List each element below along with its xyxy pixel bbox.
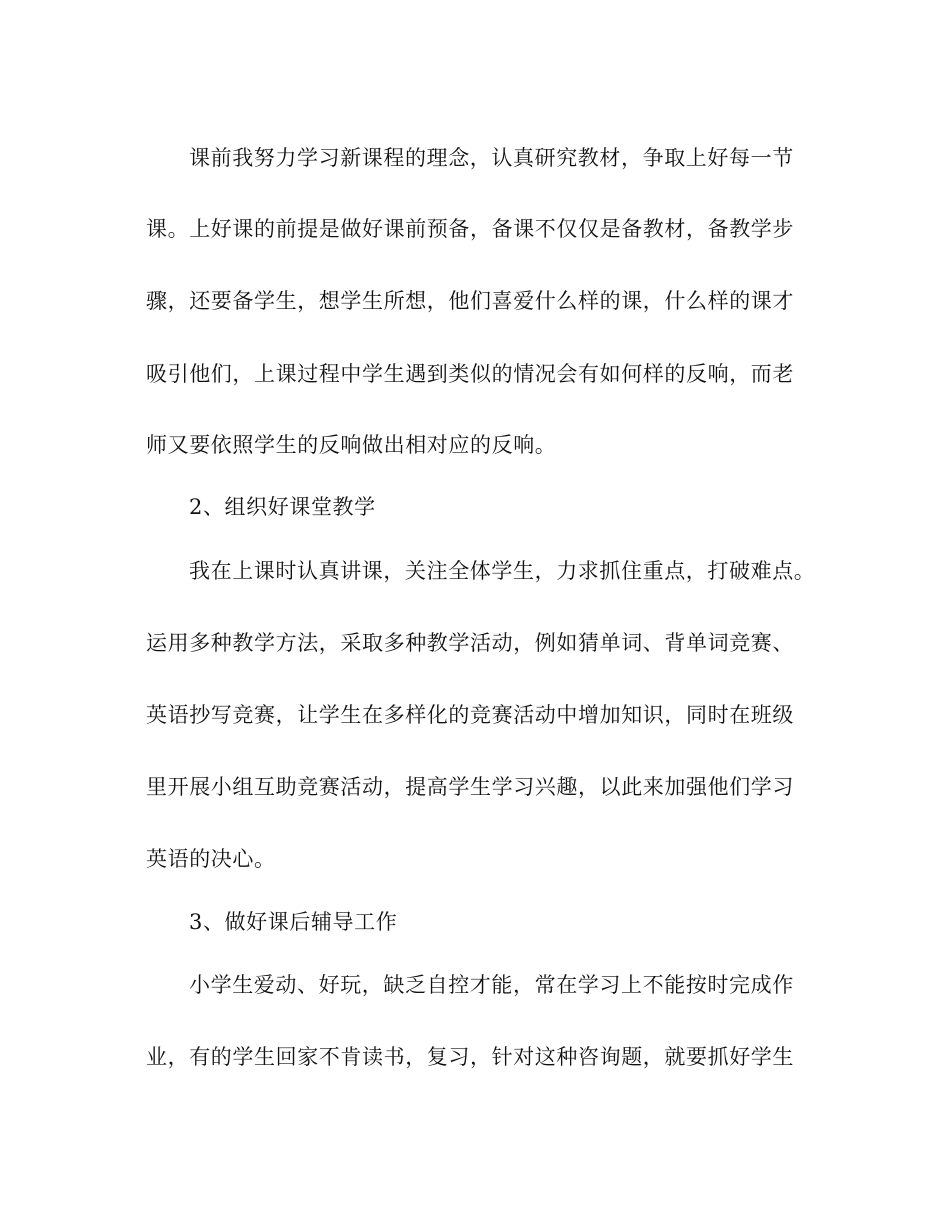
- section-heading: 3、做好课后辅导工作: [189, 910, 398, 934]
- paragraph-line: 业，有的学生回家不肯读书，复习，针对这种咨询题，就要抓好学生: [146, 1045, 794, 1069]
- paragraph-line: 师又要依照学生的反响做出相对应的反响。: [146, 433, 557, 457]
- paragraph-line: 课前我努力学习新课程的理念，认真研究教材，争取上好每一节: [189, 146, 794, 170]
- paragraph-line: 运用多种教学方法，采取多种教学活动，例如猜单词、背单词竞赛、: [146, 631, 794, 655]
- paragraph-line: 英语抄写竞赛，让学生在多样化的竞赛活动中增加知识，同时在班级: [146, 703, 794, 727]
- section-heading: 2、组织好课堂教学: [189, 495, 376, 519]
- paragraph-line: 我在上课时认真讲课，关注全体学生，力求抓住重点，打破难点。: [189, 559, 816, 583]
- paragraph-line: 里开展小组互助竞赛活动，提高学生学习兴趣，以此来加强他们学习: [146, 775, 794, 799]
- paragraph-line: 课。上好课的前提是做好课前预备，备课不仅仅是备教材，备教学步: [146, 217, 794, 241]
- paragraph-line: 英语的决心。: [146, 847, 276, 871]
- paragraph-line: 小学生爱动、好玩，缺乏自控才能，常在学习上不能按时完成作: [189, 973, 794, 997]
- paragraph-line: 骤，还要备学生，想学生所想，他们喜爱什么样的课，什么样的课才: [146, 289, 794, 313]
- paragraph-line: 吸引他们，上课过程中学生遇到类似的情况会有如何样的反响，而老: [146, 362, 794, 386]
